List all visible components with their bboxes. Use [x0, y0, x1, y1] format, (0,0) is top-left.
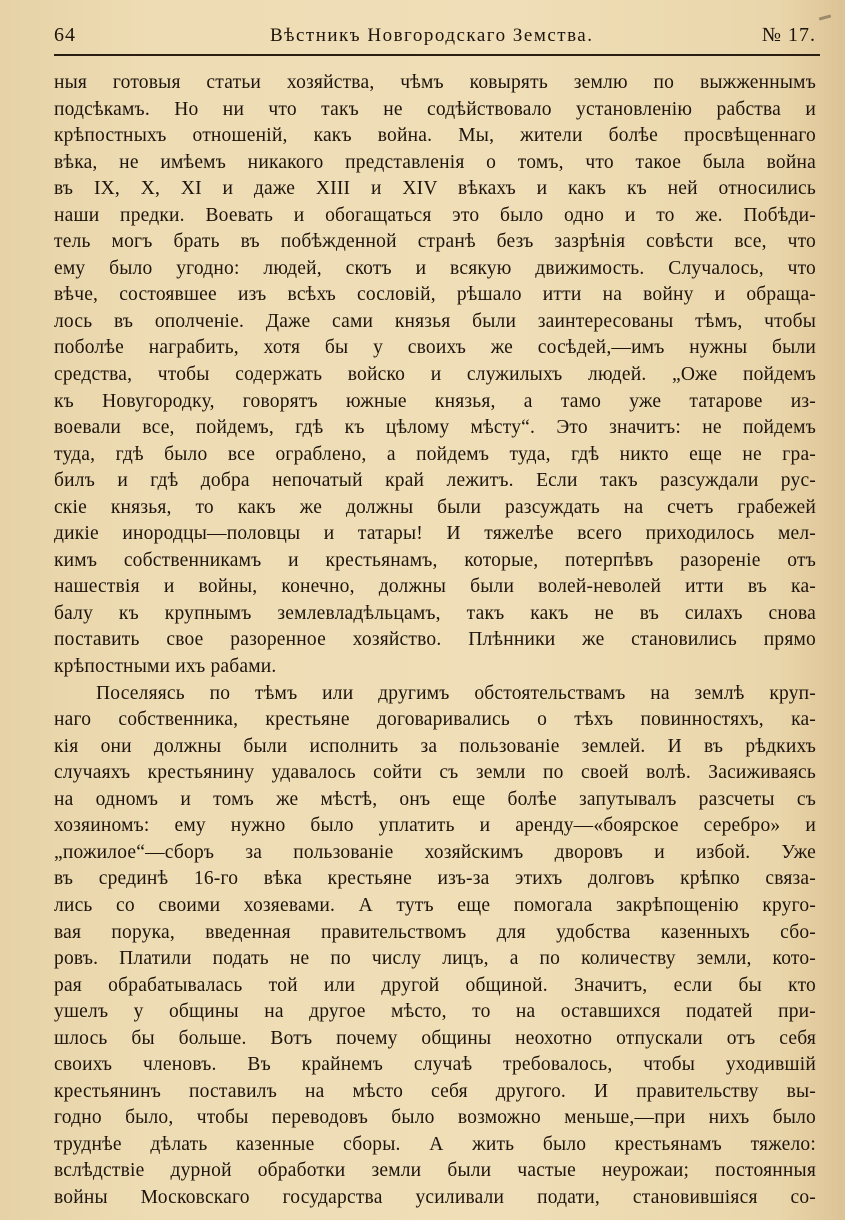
text-line: средства, чтобы содержать войско и служилыхъ людей. „Оже пойдемъ — [54, 364, 816, 386]
text-line: въ IX, X, XI и даже XIII и XIV вѣкахъ и какъ къ ней относились — [54, 178, 816, 200]
text-line: годно было, чтобы переводовъ было возможно меньше,—при нихъ было — [54, 1107, 816, 1129]
text-line: наго собственника, крестьяне договаривались о тѣхъ повинностяхъ, ка- — [54, 709, 816, 731]
text-line: вслѣдствіе дурной обработки земли были частые неурожаи; постоянныя — [54, 1160, 816, 1182]
text-line: наши предки. Воевать и обогащаться это было одно и то же. Побѣди- — [54, 204, 816, 226]
text-line: къ Новугородку, говорятъ южные князья, а тамо уже татарове из- — [54, 390, 816, 412]
text-line: дикіе инородцы—половцы и татары! И тяжелѣе всего приходилось мел- — [54, 523, 816, 545]
text-line: подсѣкамъ. Но ни что такъ не содѣйствовало установленію рабства и — [54, 98, 816, 120]
text-line: скіе князья, то какъ же должны были разсуждать на счетъ грабежей — [54, 496, 816, 518]
text-line: кія они должны были исполнить за пользованіе землей. И въ рѣдкихъ — [54, 735, 816, 757]
text-line: ровъ. Платили подать не по числу лицъ, а по количеству земли, кото- — [54, 948, 816, 970]
text-line: поставить свое разоренное хозяйство. Плѣнники же становились прямо — [54, 629, 816, 651]
text-line: крестьянинъ поставилъ на мѣсто себя другого. И правительству вы- — [54, 1080, 816, 1102]
issue-number: № 17. — [761, 24, 816, 46]
body-text — [54, 70, 816, 1212]
text-line: лись со своими хозяевами. А тутъ еще помогала закрѣпощенію круго- — [54, 894, 816, 916]
text-line: въ срединѣ 16-го вѣка крестьяне изъ-за этихъ долговъ крѣпко связа- — [54, 868, 816, 890]
text-line: билъ и гдѣ добра непочатый край лежитъ. Если такъ разсуждали рус- — [54, 470, 816, 492]
text-line: крѣпостныхъ отношеній, какъ война. Мы, жители болѣе просвѣщеннаго — [54, 125, 816, 147]
text-line: балу къ крупнымъ землевладѣльцамъ, такъ какъ не въ силахъ снова — [54, 602, 816, 624]
text-line: вѣка, не имѣемъ никакого представленія о томъ, что такое была война — [54, 151, 816, 173]
corner-mark — [819, 14, 831, 20]
text-line: тель могъ брать въ побѣжденной странѣ безъ зазрѣнія совѣсти все, что — [54, 231, 816, 253]
text-line: кимъ собственникамъ и крестьянамъ, которые, потерпѣвъ разореніе отъ — [54, 549, 816, 571]
text-line: „пожилое“—сборъ за пользованіе хозяйскимъ дворовъ и избой. Уже — [54, 841, 816, 863]
text-line: вѣче, состоявшее изъ всѣхъ сословій, рѣшало итти на войну и обраща- — [54, 284, 816, 306]
text-line: вая порука, введенная правительствомъ для удобства казенныхъ сбо- — [54, 921, 816, 943]
text-line: ушелъ у общины на другое мѣсто, то на оставшихся податей при- — [54, 1001, 816, 1023]
text-line: труднѣе дѣлать казенные сборы. А жить было крестьянамъ тяжело: — [54, 1133, 816, 1155]
text-line: шлось бы больше. Вотъ почему общины неохотно отпускали отъ себя — [54, 1027, 816, 1049]
text-line: воевали все, пойдемъ, гдѣ къ цѣлому мѣсту“. Это значитъ: не пойдемъ — [54, 417, 816, 439]
text-line: на одномъ и томъ же мѣстѣ, онъ еще болѣе запутывалъ разсчеты съ — [54, 788, 816, 810]
text-line: хозяиномъ: ему нужно было уплатить и аренду—«боярское серебро» и — [54, 815, 816, 837]
text-line: войны Московскаго государства усиливали подати, становившіяся со- — [54, 1186, 816, 1208]
text-line: ему было угодно: людей, скотъ и всякую движимость. Случалось, что — [54, 257, 816, 279]
text-line: туда, гдѣ было все ограблено, а пойдемъ туда, гдѣ никто еще не гра- — [54, 443, 816, 465]
text-line: рая обрабатывалась той или другой общиной. Значитъ, если бы кто — [54, 974, 816, 996]
running-header — [54, 22, 820, 56]
text-line: Поселяясь по тѣмъ или другимъ обстоятельствамъ на землѣ круп- — [96, 682, 816, 704]
text-line: крѣпостными ихъ рабами. — [54, 656, 277, 678]
text-line: поболѣе награбить, хотя бы у своихъ же сосѣдей,—имъ нужны были — [54, 337, 816, 359]
text-line: своихъ членовъ. Въ крайнемъ случаѣ требовалось, чтобы уходившій — [54, 1054, 816, 1076]
paragraph — [54, 681, 816, 1212]
text-line: случаяхъ крестьянину удавалось сойти съ земли по своей волѣ. Засиживаясь — [54, 762, 816, 784]
text-line: лось въ ополченіе. Даже сами князья были заинтересованы тѣмъ, чтобы — [54, 310, 816, 332]
journal-title: Вѣстникъ Новгородскаго Земства. — [270, 25, 594, 46]
text-line: нашествія и войны, конечно, должны были волей-неволей итти въ ка- — [54, 576, 816, 598]
page-number: 64 — [54, 24, 76, 46]
text-line: ныя готовыя статьи хозяйства, чѣмъ ковырять землю по выжженнымъ — [54, 72, 816, 93]
paragraph — [54, 70, 816, 681]
